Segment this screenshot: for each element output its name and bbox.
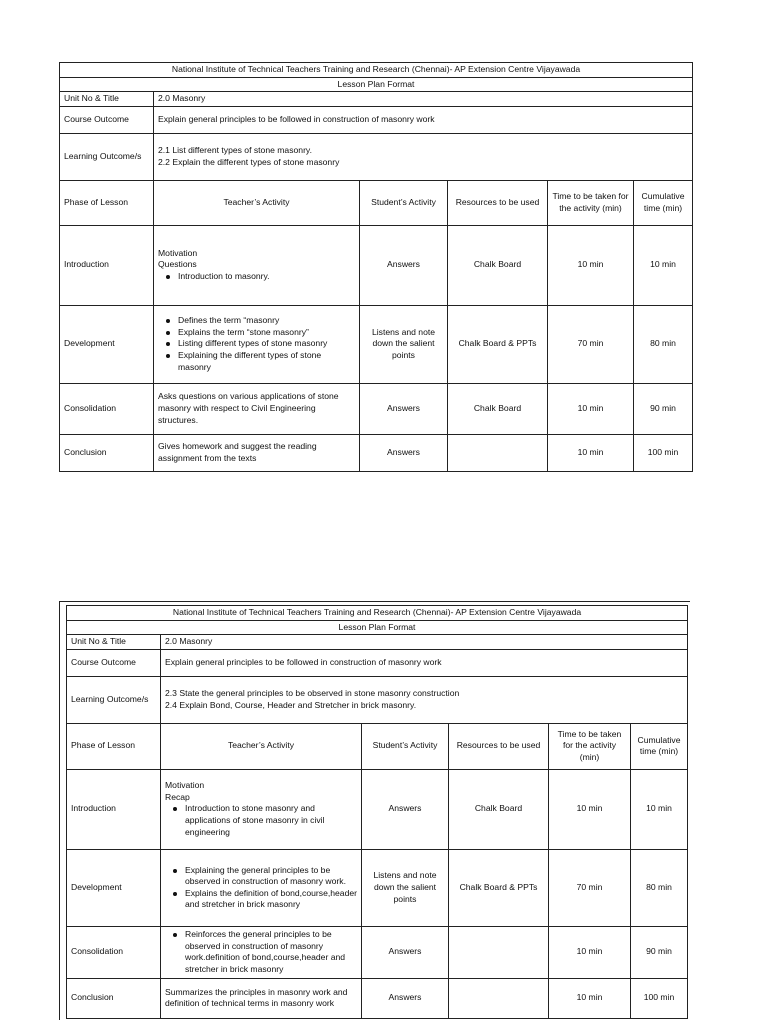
header-time: Time to be taken for the activity (min) [548,180,634,225]
student-activity: Listens and note down the salient points [360,305,448,383]
unit-value: 2.0 Masonry [161,635,688,650]
cumulative-cell: 10 min [634,225,693,305]
header-teacher: Teacher’s Activity [161,723,362,769]
learning-outcome-label: Learning Outcome/s [67,676,161,723]
activity-bullet: Explaining the different types of stone masonry [178,350,355,373]
course-outcome-label: Course Outcome [67,649,161,676]
institute-title: National Institute of Technical Teachers Training and Research (Chennai)- AP Extension Centre Vijayawada [67,606,688,621]
header-student: Student’s Activity [362,723,449,769]
activity-line: Motivation [165,780,205,791]
time-cell: 10 min [548,225,634,305]
phase-cell: Introduction [67,769,161,849]
time-cell: 70 min [549,849,631,926]
lesson-plan-table-1 [59,62,693,472]
cumulative-cell: 80 min [631,849,688,926]
table-row [67,926,688,978]
phase-cell: Consolidation [67,926,161,978]
time-cell: 10 min [549,926,631,978]
header-phase: Phase of Lesson [67,723,161,769]
student-activity: Answers [360,225,448,305]
resources-cell [449,978,549,1018]
cumulative-cell: 90 min [634,383,693,434]
resources-cell: Chalk Board & PPTs [449,849,549,926]
header-cumulative: Cumulative time (min) [634,180,693,225]
teacher-activity [154,305,360,383]
activity-line: Motivation [158,247,198,258]
time-cell: 10 min [549,769,631,849]
teacher-activity [154,225,360,305]
header-phase: Phase of Lesson [60,180,154,225]
resources-cell: Chalk Board [448,225,548,305]
resources-cell: Chalk Board & PPTs [448,305,548,383]
activity-bullet: Defines the term “masonry [178,315,355,327]
unit-value: 2.0 Masonry [154,92,693,107]
activity-bullet: Explaining the general principles to be observed in construction of masonry work. [185,865,357,888]
table-row [67,849,688,926]
activity-bullet: Introduction to stone masonry and applications of stone masonry in civil engineering [185,803,357,838]
activity-line: Recap [165,791,190,802]
time-cell: 10 min [548,383,634,434]
format-title: Lesson Plan Format [67,620,688,635]
resources-cell: Chalk Board [449,769,549,849]
learning-outcome-values [161,676,688,723]
learning-outcome-item: 2.1 List different types of stone masonry. [158,145,312,156]
cumulative-cell: 90 min [631,926,688,978]
student-activity: Answers [362,978,449,1018]
resources-cell [449,926,549,978]
phase-cell: Conclusion [60,434,154,471]
cumulative-cell: 10 min [631,769,688,849]
time-cell: 10 min [548,434,634,471]
learning-outcome-label: Learning Outcome/s [60,133,154,180]
course-outcome-value: Explain general principles to be followed in construction of masonry work [154,106,693,133]
cumulative-cell: 100 min [631,978,688,1018]
header-teacher: Teacher’s Activity [154,180,360,225]
activity-bullet: Reinforces the general principles to be observed in construction of masonry work.definition of bond,course,header and stretcher in brick masonry [185,929,357,975]
unit-label: Unit No & Title [67,635,161,650]
activity-bullet: Introduction to masonry. [178,271,355,283]
format-title: Lesson Plan Format [60,77,693,92]
course-outcome-label: Course Outcome [60,106,154,133]
student-activity: Answers [362,769,449,849]
student-activity: Answers [362,926,449,978]
activity-bullet: Explains the definition of bond,course,header and stretcher in brick masonry [185,887,357,910]
phase-cell: Development [60,305,154,383]
time-cell: 70 min [548,305,634,383]
time-cell: 10 min [549,978,631,1018]
student-activity: Answers [360,383,448,434]
teacher-activity [161,926,362,978]
lesson-plan-table-2 [66,605,688,1019]
phase-cell: Development [67,849,161,926]
unit-label: Unit No & Title [60,92,154,107]
table-row [67,978,688,1018]
phase-cell: Introduction [60,225,154,305]
table-row [60,305,693,383]
teacher-activity: Asks questions on various applications of stone masonry with respect to Civil Engineering structures. [154,383,360,434]
table-row [60,434,693,471]
header-resources: Resources to be used [449,723,549,769]
resources-cell [448,434,548,471]
teacher-activity: Summarizes the principles in masonry work and definition of technical terms in masonry work [161,978,362,1018]
phase-cell: Consolidation [60,383,154,434]
cumulative-cell: 80 min [634,305,693,383]
header-student: Student’s Activity [360,180,448,225]
activity-bullet: Explains the term “stone masonry” [178,327,355,339]
student-activity: Answers [360,434,448,471]
teacher-activity [161,849,362,926]
activity-line: Questions [158,259,197,270]
learning-outcome-item: 2.4 Explain Bond, Course, Header and Stretcher in brick masonry. [165,699,417,710]
activity-bullet: Listing different types of stone masonry [178,338,355,350]
institute-title: National Institute of Technical Teachers Training and Research (Chennai)- AP Extension Centre Vijayawada [60,63,693,78]
resources-cell: Chalk Board [448,383,548,434]
header-cumulative: Cumulative time (min) [631,723,688,769]
student-activity: Listens and note down the salient points [362,849,449,926]
table-row [60,225,693,305]
teacher-activity [161,769,362,849]
learning-outcome-item: 2.2 Explain the different types of stone masonry [158,156,340,167]
phase-cell: Conclusion [67,978,161,1018]
table-row [67,769,688,849]
course-outcome-value: Explain general principles to be followed in construction of masonry work [161,649,688,676]
teacher-activity: Gives homework and suggest the reading assignment from the texts [154,434,360,471]
table-row [60,383,693,434]
learning-outcome-item: 2.3 State the general principles to be observed in stone masonry construction [165,688,460,699]
header-resources: Resources to be used [448,180,548,225]
cumulative-cell: 100 min [634,434,693,471]
learning-outcome-values [154,133,693,180]
header-time: Time to be taken for the activity (min) [549,723,631,769]
